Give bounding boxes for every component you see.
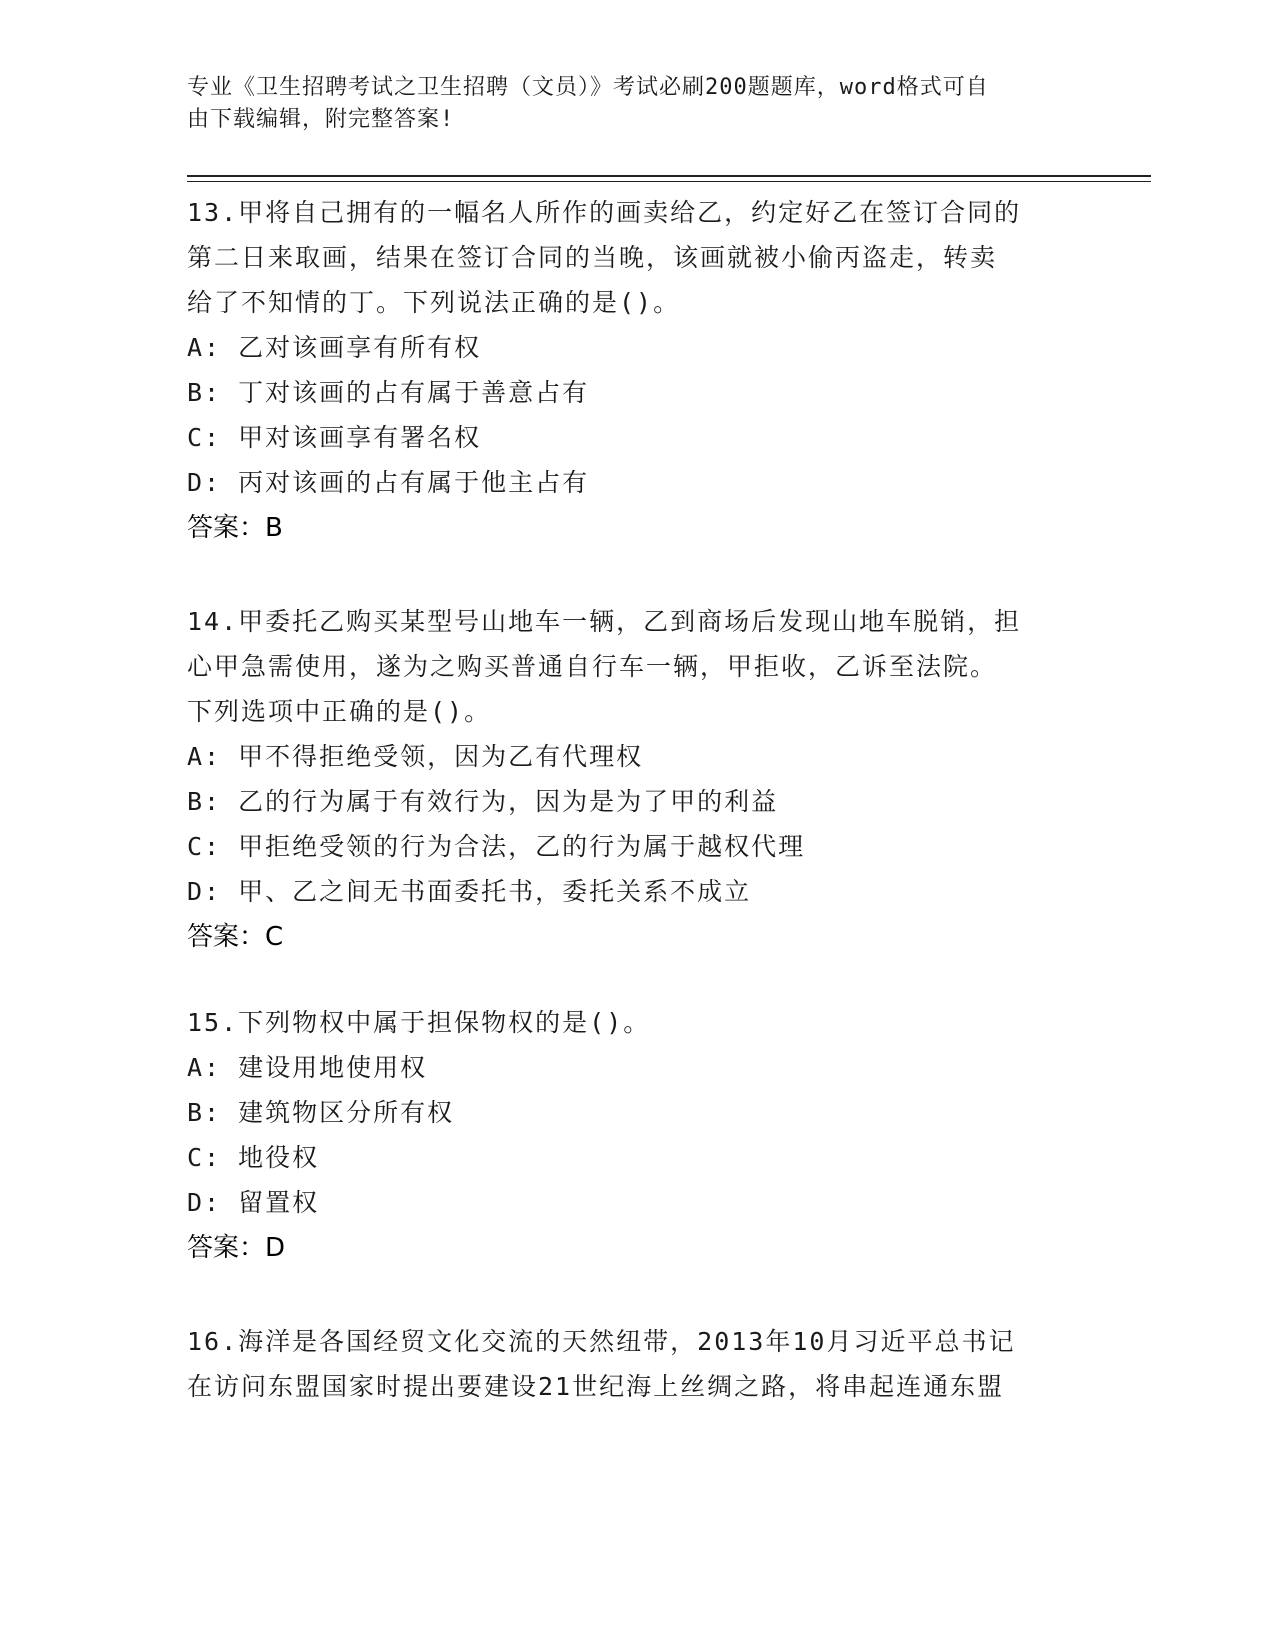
question-line: 心甲急需使用，遂为之购买普通自行车一辆，甲拒收，乙诉至法院。 <box>187 652 998 681</box>
question-line: 给了不知情的丁。下列说法正确的是()。 <box>187 288 681 317</box>
spacer <box>187 551 1087 599</box>
option-b: B: 丁对该画的占有属于善意占有 <box>187 378 590 407</box>
header-rule-thick <box>187 175 1151 177</box>
option-d: D: 留置权 <box>187 1188 320 1217</box>
answer: 答案：D <box>187 1233 286 1263</box>
option-b: B: 建筑物区分所有权 <box>187 1098 455 1127</box>
question-13 <box>187 190 1087 551</box>
option-a: A: 甲不得拒绝受领，因为乙有代理权 <box>187 742 644 771</box>
option-c: C: 甲拒绝受领的行为合法，乙的行为属于越权代理 <box>187 832 806 861</box>
question-line: 在访问东盟国家时提出要建设21世纪海上丝绸之路，将串起连通东盟 <box>187 1372 1005 1401</box>
option-d: D: 甲、乙之间无书面委托书，委托关系不成立 <box>187 877 752 906</box>
spacer <box>187 1271 1087 1319</box>
question-line: 15.下列物权中属于担保物权的是()。 <box>187 1008 651 1037</box>
question-line: 下列选项中正确的是()。 <box>187 697 492 726</box>
question-line: 13.甲将自己拥有的一幅名人所作的画卖给乙，约定好乙在签订合同的 <box>187 198 1022 227</box>
option-d: D: 丙对该画的占有属于他主占有 <box>187 468 590 497</box>
option-c: C: 地役权 <box>187 1143 320 1172</box>
option-c: C: 甲对该画享有署名权 <box>187 423 482 452</box>
option-a: A: 乙对该画享有所有权 <box>187 333 482 362</box>
question-line: 16.海洋是各国经贸文化交流的天然纽带，2013年10月习近平总书记 <box>187 1327 1016 1356</box>
question-line: 第二日来取画，结果在签订合同的当晚，该画就被小偷丙盗走，转卖 <box>187 243 998 272</box>
question-line: 14.甲委托乙购买某型号山地车一辆，乙到商场后发现山地车脱销，担 <box>187 607 1022 636</box>
question-list <box>187 190 1087 1409</box>
answer: 答案：B <box>187 513 283 543</box>
document-header <box>187 72 1067 136</box>
answer: 答案：C <box>187 922 284 952</box>
option-a: A: 建设用地使用权 <box>187 1053 428 1082</box>
question-14 <box>187 599 1087 960</box>
question-16 <box>187 1319 1087 1409</box>
header-line-1: 专业《卫生招聘考试之卫生招聘（文员）》考试必刷200题题库，word格式可自 <box>187 75 989 100</box>
header-line-2: 由下载编辑，附完整答案! <box>187 107 455 132</box>
spacer <box>187 960 1087 1000</box>
question-15 <box>187 1000 1087 1271</box>
header-rule-thin <box>187 181 1151 182</box>
option-b: B: 乙的行为属于有效行为，因为是为了甲的利益 <box>187 787 779 816</box>
